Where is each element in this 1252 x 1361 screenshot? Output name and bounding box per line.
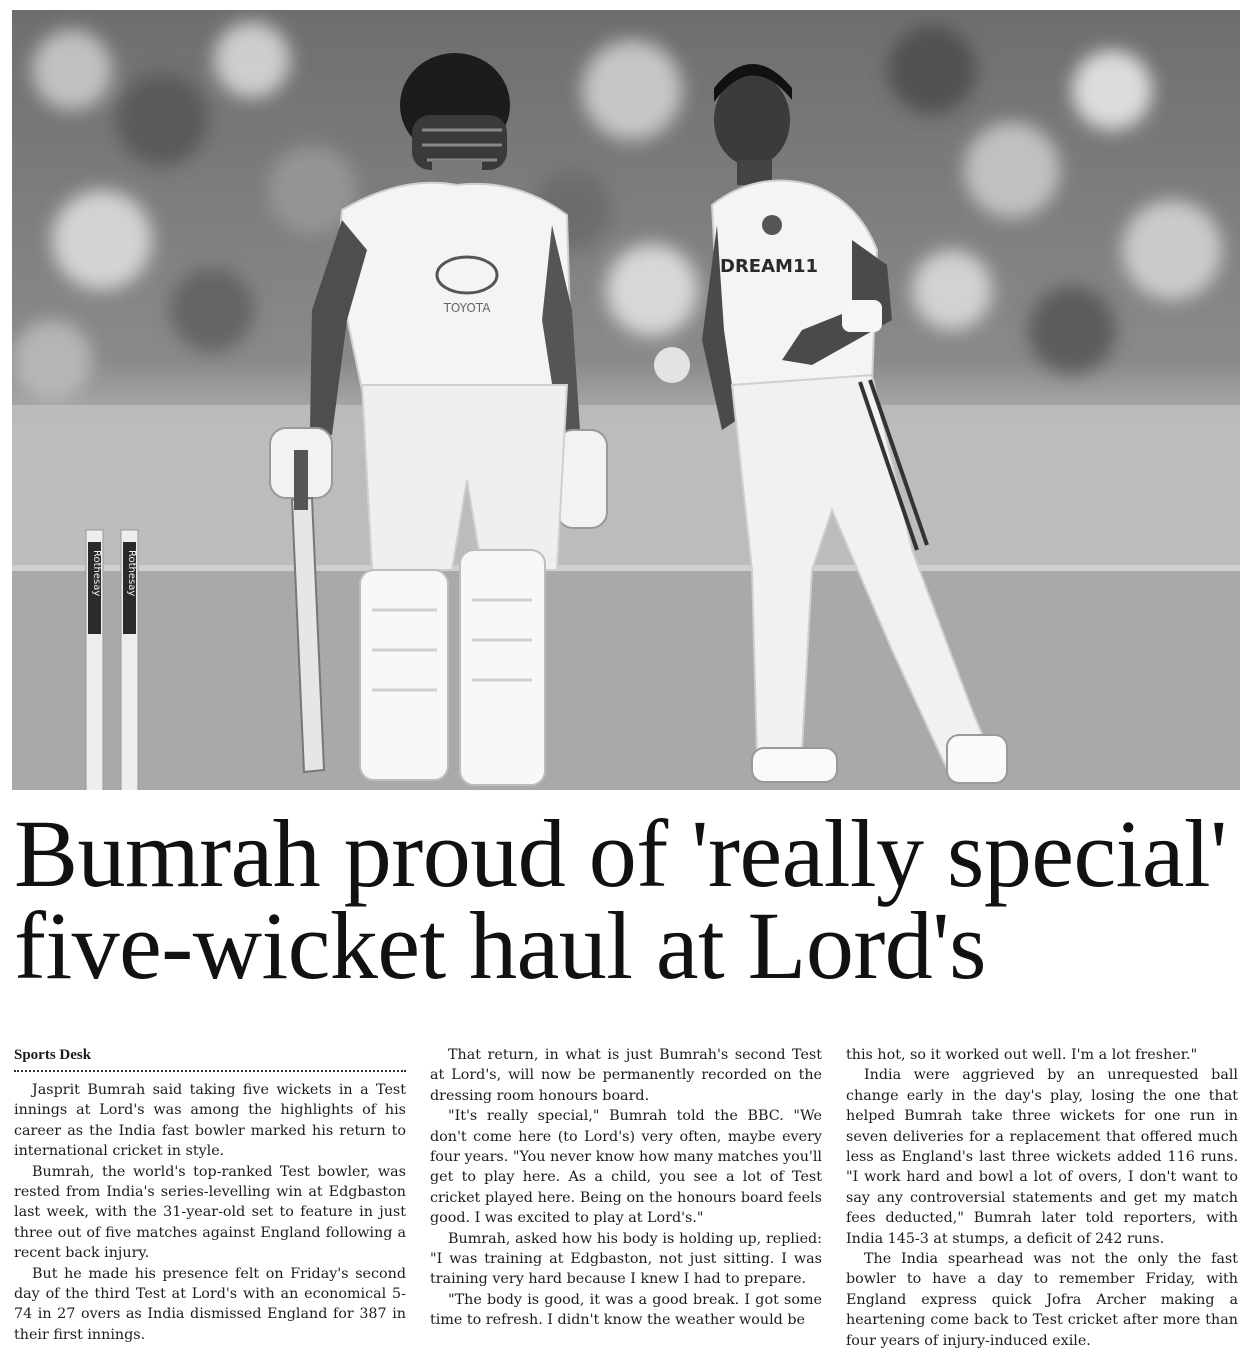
sponsor-logo-text: TOYOTA: [443, 301, 491, 315]
article-photo: [12, 10, 1240, 790]
paragraph: But he made his presence felt on Friday's second day of the third Test at Lord's with an economical 5-74 in 27 overs as India dismissed England for 387 in their first innings.: [14, 1265, 406, 1343]
paragraph: Jasprit Bumrah said taking five wickets in a Test innings at Lord's was among the highlights of his career as the India fast bowler marked his return to international cricket in style.: [14, 1082, 406, 1160]
shirt-sponsor-text: DREAM11: [720, 256, 818, 277]
paragraph: The India spearhead was not the only the fast bowler to have a day to remember Friday, with England express quick Jofra Archer making a heartening come back to Test cricket after more than four years of injury-induced exile.: [846, 1251, 1238, 1349]
stump-brand-right: Rothesay: [126, 550, 137, 597]
stump-brand-left: Rothesay: [91, 550, 102, 597]
paragraph: "It's really special," Bumrah told the BBC. "We don't come here (to Lord's) very often, maybe every four years. "You never know how many matches you'll get to play here. As a child, you see a lot of Test cricket played here. Being on the honours board feels good. I was excited to play at Lord's.": [430, 1108, 822, 1227]
paragraph-continued: this hot, so it worked out well. I'm a lot fresher.": [846, 1047, 1198, 1063]
paragraph: "The body is good, it was a good break. I got some time to refresh. I didn't know the weather would be: [430, 1291, 822, 1329]
article-column-2: [430, 1045, 822, 1355]
paragraph: India were aggrieved by an unrequested ball change early in the day's play, losing the one that helped Bumrah take three wickets for one run in seven deliveries for a replacement that offered much less as England's last three wickets added 116 runs. "I work hard and bowl a lot of overs, I don't want to say any controversial statements and get my match fees deducted," Bumrah later told reporters, with India 145-3 at stumps, a deficit of 242 runs.: [846, 1067, 1238, 1247]
paragraph: That return, in what is just Bumrah's second Test at Lord's, will now be permanently recorded on the dressing room honours board.: [430, 1047, 822, 1104]
article-body: [14, 1045, 1238, 1355]
headline-line-1: Bumrah proud of 'really special': [14, 800, 1227, 907]
headline: [14, 800, 1242, 999]
headline-line-2: five-wicket haul at Lord's: [14, 892, 986, 999]
paragraph: Bumrah, asked how his body is holding up, replied: "I was training at Edgbaston, not just sitting. I was training very hard because I knew I had to prepare.: [430, 1230, 822, 1288]
ball: [654, 347, 690, 383]
paragraph: Bumrah, the world's top-ranked Test bowler, was rested from India's series-levelling win at Edgbaston last week, with the 31-year-old set to feature in just three out of five matches against England following a recent back injury.: [14, 1163, 406, 1262]
byline: Sports Desk: [14, 1045, 406, 1072]
cricket-photo-illustration: [12, 10, 1240, 790]
article-column-3: [846, 1045, 1238, 1355]
article-column-1: [14, 1045, 406, 1355]
